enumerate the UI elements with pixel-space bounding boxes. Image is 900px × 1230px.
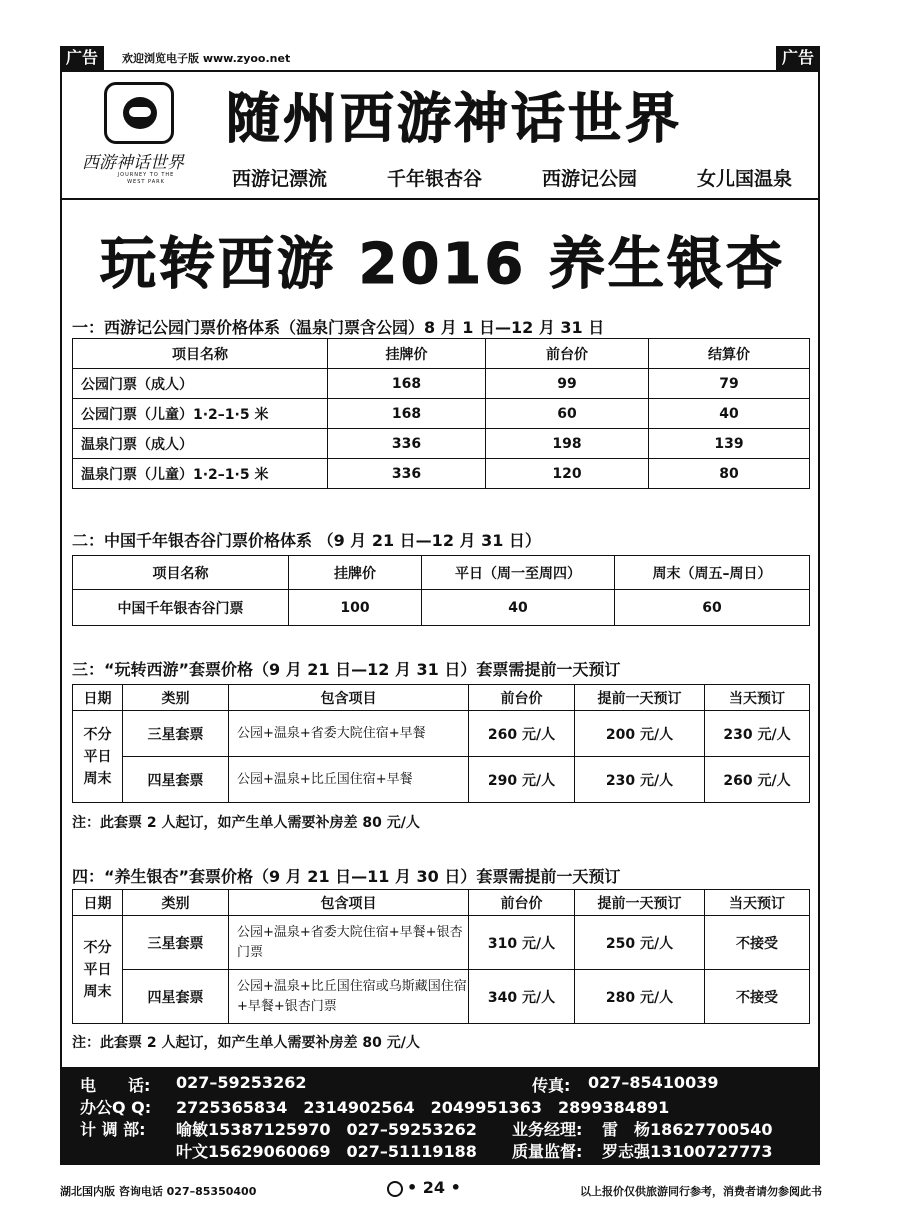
table-header: 类别 — [123, 685, 229, 711]
table-cell: 三星套票 — [123, 711, 229, 757]
fax-label: 传真: — [532, 1076, 571, 1095]
date-cell: 不分平日周末 — [73, 916, 123, 1024]
table-row — [73, 757, 810, 803]
table-row — [73, 970, 810, 1024]
section3-note: 注：此套票 2 人起订，如产生单人需要补房差 80 元/人 — [72, 815, 420, 831]
table-header: 结算价 — [649, 339, 810, 369]
table-cell: 不接受 — [705, 916, 810, 970]
table-cell: 310 元/人 — [469, 916, 575, 970]
table-header: 日期 — [73, 685, 123, 711]
table-cell: 250 元/人 — [575, 916, 705, 970]
table-header: 前台价 — [469, 685, 575, 711]
table-cell: 公园门票（成人） — [73, 369, 328, 399]
table-header: 前台价 — [486, 339, 649, 369]
table-row — [73, 399, 810, 429]
table-row — [73, 459, 810, 489]
top-bar — [60, 46, 820, 70]
footer-disclaimer: 以上报价仅供旅游同行参考，消费者请勿参阅此书 — [580, 1185, 822, 1198]
table-cell: 260 元/人 — [469, 711, 575, 757]
attraction-item: 西游记公园 — [541, 168, 637, 190]
table-header: 提前一天预订 — [575, 890, 705, 916]
attraction-list — [232, 164, 792, 191]
table-cell: 不接受 — [705, 970, 810, 1024]
table-header: 包含项目 — [229, 890, 469, 916]
table-cell: 168 — [328, 369, 486, 399]
table-cell: 公园门票（儿童）1·2–1·5 米 — [73, 399, 328, 429]
table-header: 挂牌价 — [328, 339, 486, 369]
table-cell: 四星套票 — [123, 970, 229, 1024]
table-cell: 100 — [289, 590, 422, 626]
table-cell: 公园+温泉+比丘国住宿+早餐 — [229, 757, 469, 803]
section4-table — [72, 889, 810, 1024]
section4-title: 四：“养生银杏”套票价格（9 月 21 日—11 月 30 日）套票需提前一天预订 — [72, 867, 621, 886]
welcome-text: 欢迎浏览电子版 www.zyoo.net — [122, 52, 291, 65]
table-cell: 40 — [649, 399, 810, 429]
table-cell: 中国千年银杏谷门票 — [73, 590, 289, 626]
phone-label: 电 话: — [80, 1076, 151, 1095]
table-row — [73, 711, 810, 757]
table-cell: 60 — [615, 590, 810, 626]
table-cell: 340 元/人 — [469, 970, 575, 1024]
ad-frame — [60, 70, 820, 1165]
table-cell: 三星套票 — [123, 916, 229, 970]
table-header: 平日（周一至周四） — [422, 556, 615, 590]
manager-contact: 雷 杨18627700540 — [602, 1120, 773, 1139]
page-number — [387, 1178, 461, 1197]
section3-table — [72, 684, 810, 803]
contact-panel — [62, 1067, 818, 1163]
qq-label: 办公Q Q: — [80, 1098, 152, 1117]
table-cell: 336 — [328, 459, 486, 489]
table-cell: 温泉门票（成人） — [73, 429, 328, 459]
attraction-item: 千年银杏谷 — [386, 168, 482, 190]
table-header: 当天预订 — [705, 685, 810, 711]
logo-english-text: JOURNEY TO THE WEST PARK — [117, 172, 175, 185]
table-cell: 230 元/人 — [705, 711, 810, 757]
phone-number: 027–59253262 — [176, 1073, 307, 1092]
footer-left-text: 湖北国内版 咨询电话 027–85350400 — [60, 1185, 257, 1198]
table-header: 挂牌价 — [289, 556, 422, 590]
table-header: 提前一天预订 — [575, 685, 705, 711]
qc-label: 质量监督: — [512, 1142, 583, 1161]
table-cell: 99 — [486, 369, 649, 399]
hero-title: 玩转西游 2016 养生银杏 — [100, 232, 785, 297]
table-header: 日期 — [73, 890, 123, 916]
table-header: 类别 — [123, 890, 229, 916]
section3-title: 三：“玩转西游”套票价格（9 月 21 日—12 月 31 日）套票需提前一天预订 — [72, 660, 621, 679]
attraction-item: 西游记漂流 — [232, 168, 328, 190]
qq-numbers: 2725365834 2314902564 2049951363 2899384891 — [176, 1098, 670, 1117]
table-row — [73, 916, 810, 970]
table-cell: 60 — [486, 399, 649, 429]
manager-label: 业务经理: — [512, 1120, 583, 1139]
table-cell: 168 — [328, 399, 486, 429]
table-header: 当天预订 — [705, 890, 810, 916]
table-cell: 200 元/人 — [575, 711, 705, 757]
table-cell: 温泉门票（儿童）1·2–1·5 米 — [73, 459, 328, 489]
dispatch-line-1: 喻敏15387125970 027–59253262 — [176, 1120, 477, 1139]
table-row — [73, 429, 810, 459]
table-cell: 80 — [649, 459, 810, 489]
table-header: 周末（周五–周日） — [615, 556, 810, 590]
seal-icon — [387, 1181, 403, 1197]
section4-note: 注：此套票 2 人起订，如产生单人需要补房差 80 元/人 — [72, 1035, 420, 1051]
section2-table — [72, 555, 810, 626]
header — [62, 72, 818, 200]
table-cell: 280 元/人 — [575, 970, 705, 1024]
table-cell: 198 — [486, 429, 649, 459]
fax-number: 027–85410039 — [588, 1073, 719, 1092]
table-cell: 公园+温泉+比丘国住宿或乌斯藏国住宿+早餐+银杏门票 — [229, 970, 469, 1024]
table-cell: 四星套票 — [123, 757, 229, 803]
monkey-logo-icon — [104, 82, 174, 144]
date-cell: 不分平日周末 — [73, 711, 123, 803]
table-cell: 40 — [422, 590, 615, 626]
table-header: 前台价 — [469, 890, 575, 916]
qc-contact: 罗志强13100727773 — [602, 1142, 773, 1161]
dispatch-line-2: 叶文15629060069 027–51119188 — [176, 1142, 477, 1161]
section1-title: 一：西游记公园门票价格体系（温泉门票含公园）8 月 1 日—12 月 31 日 — [72, 318, 605, 337]
table-cell: 公园+温泉+省委大院住宿+早餐+银杏门票 — [229, 916, 469, 970]
table-cell: 139 — [649, 429, 810, 459]
table-cell: 120 — [486, 459, 649, 489]
table-header: 项目名称 — [73, 339, 328, 369]
page-number-text: • 24 • — [407, 1178, 461, 1197]
table-row — [73, 369, 810, 399]
section1-table — [72, 338, 810, 489]
dispatch-label: 计 调 部: — [80, 1120, 146, 1139]
table-cell: 79 — [649, 369, 810, 399]
brand-title: 随州西游神话世界 — [226, 87, 682, 150]
table-header: 包含项目 — [229, 685, 469, 711]
table-row — [73, 590, 810, 626]
attraction-item: 女儿国温泉 — [696, 168, 792, 190]
table-cell: 230 元/人 — [575, 757, 705, 803]
table-cell: 260 元/人 — [705, 757, 810, 803]
table-cell: 336 — [328, 429, 486, 459]
table-cell: 公园+温泉+省委大院住宿+早餐 — [229, 711, 469, 757]
section2-title: 二：中国千年银杏谷门票价格体系 （9 月 21 日—12 月 31 日） — [72, 531, 541, 550]
table-header: 项目名称 — [73, 556, 289, 590]
ad-tag-left: 广告 — [60, 46, 104, 70]
ad-tag-right: 广告 — [776, 46, 820, 70]
logo-text: 西游神话世界 — [82, 153, 184, 173]
table-cell: 290 元/人 — [469, 757, 575, 803]
